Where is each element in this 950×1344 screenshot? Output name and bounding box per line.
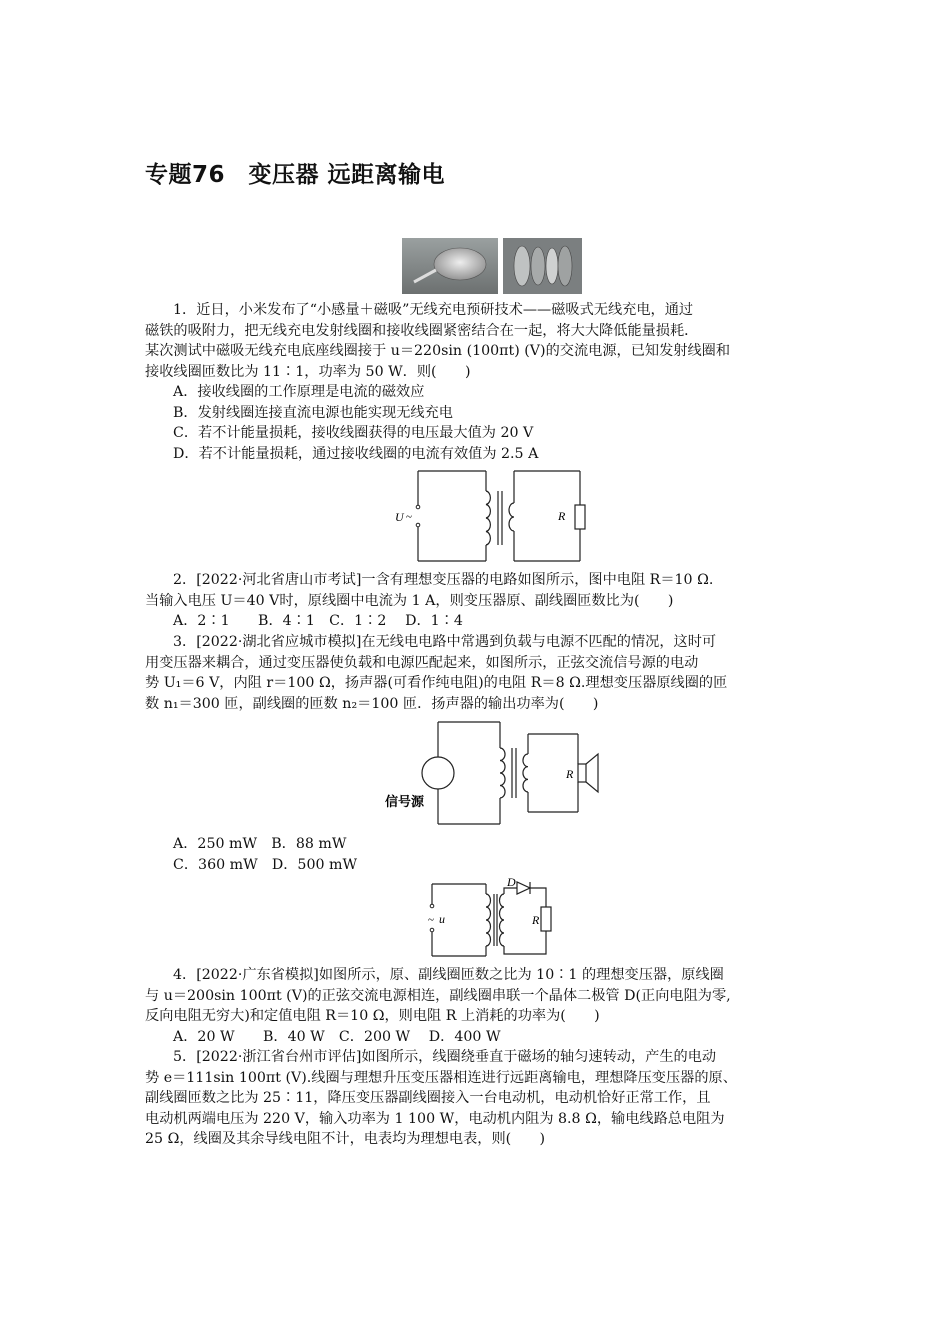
q3-options-ab: A．250 mW B．88 mW xyxy=(173,836,347,852)
q3-options-cd: C．360 mW D．500 mW xyxy=(173,856,358,873)
u-label: u xyxy=(439,912,445,926)
svg-text:~: ~ xyxy=(406,511,412,523)
question-3: 3．[2022·湖北省应城市模拟]在无线电电路中常遇到负载与电源不匹配的情况，这时可 用变压器来耦合，通过变压器使负载和电源匹配起来，如图所示，正弦交流信号源的电动 势 U₁＝6 V，内阻 r＝100 Ω，扬声器(可看作纯电阻)的电阻 R＝8 Ω.理想变压器原线圈的匝 数 n₁＝300 匝，副线圈的匝数 n₂＝100 匝．扬声器的输出功率为( ) xyxy=(145,634,728,712)
q1-option-c: C．若不计能量损耗，接收线圈获得的电压最大值为 20 V xyxy=(173,425,534,441)
transformer-circuit-figure-2 xyxy=(390,465,600,565)
page-title: 专题76 变压器 远距离输电 xyxy=(145,162,446,188)
charger-photos-figure xyxy=(402,238,582,294)
svg-text:~: ~ xyxy=(428,914,434,926)
d-label: D xyxy=(507,875,516,889)
speaker-circuit-figure-3 xyxy=(380,714,610,832)
q1-option-d: D．若不计能量损耗，通过接收线圈的电流有效值为 2.5 A xyxy=(173,445,539,462)
question-5: 5．[2022·浙江省台州市评估]如图所示，线圈绕垂直于磁场的轴匀速转动，产生的电动 势 e＝111sin 100πt (V).线圈与理想升压变压器相连进行远距离输电，理想降压变压器的原、 副线圈匝数之比为 25∶11，降压变压器副线圈接入一台电动机，电动机恰好正常工作，且 电动机两端电压为 220 V，输入功率为 1 100 W，电动机内阻为 8.8 Ω，输电线路总电阻为 25 Ω，线圈及其余导线电阻不计，电表均为理想电表，则( ) xyxy=(145,1049,737,1147)
q4-options: A．20 W B．40 W C．200 W D．400 W xyxy=(173,1028,501,1045)
r-label: R xyxy=(558,509,566,523)
question-2: 2．[2022·河北省唐山市考试]一含有理想变压器的电路如图所示，图中电阻 R＝10 Ω. 当输入电压 U＝40 V时，原线圈中电流为 1 A，则变压器原、副线圈匝数比为( ) A．2∶1 B．4∶1 C．1∶2 D．1∶4 xyxy=(145,570,810,632)
question-1: 1．近日，小米发布了“小感量＋磁吸”无线充电预研技术——磁吸式无线充电，通过 磁铁的吸附力，把无线充电发射线圈和接收线圈紧密结合在一起，将大大降低能量损耗． 某次测试中磁吸无线充电底座线圈接于 u＝220sin (100πt) (V)的交流电源，已知发射线圈和 接收线圈匝数比为 11∶1，功率为 50 W．则( ) A．接收线圈的工作原理是电流的磁效应 B．发射线圈连接直流电源也能实现无线充电 C．若不计能量损耗，接收线圈获得的电压最大值为 20 V D．若不计能量损耗，通过接收线圈的电流有效值为 2.5 A xyxy=(145,300,810,464)
question-3-options xyxy=(145,834,810,875)
question-4: 4．[2022·广东省模拟]如图所示，原、副线圈匝数之比为 10∶1 的理想变压器，原线圈 与 u＝200sin 100πt (V)的正弦交流电源相连，副线圈串联一个晶体二极管 D(正向电阻为零, 反向电阻无穷大)和定值电阻 R＝10 Ω，则电阻 R 上消耗的功率为( ) A．20 W B．40 W C．200 W D．400 W xyxy=(145,965,810,1047)
u-label: U xyxy=(395,510,404,524)
diode-circuit-figure-4 xyxy=(422,874,572,962)
r-label: R xyxy=(532,913,540,927)
r-label: R xyxy=(566,767,574,781)
signal-source-label: 信号源 xyxy=(385,794,425,809)
q2-options: A．2∶1 B．4∶1 C．1∶2 D．1∶4 xyxy=(173,613,463,629)
q1-option-a: A．接收线圈的工作原理是电流的磁效应 xyxy=(173,384,425,400)
q1-option-b: B．发射线圈连接直流电源也能实现无线充电 xyxy=(173,404,453,421)
